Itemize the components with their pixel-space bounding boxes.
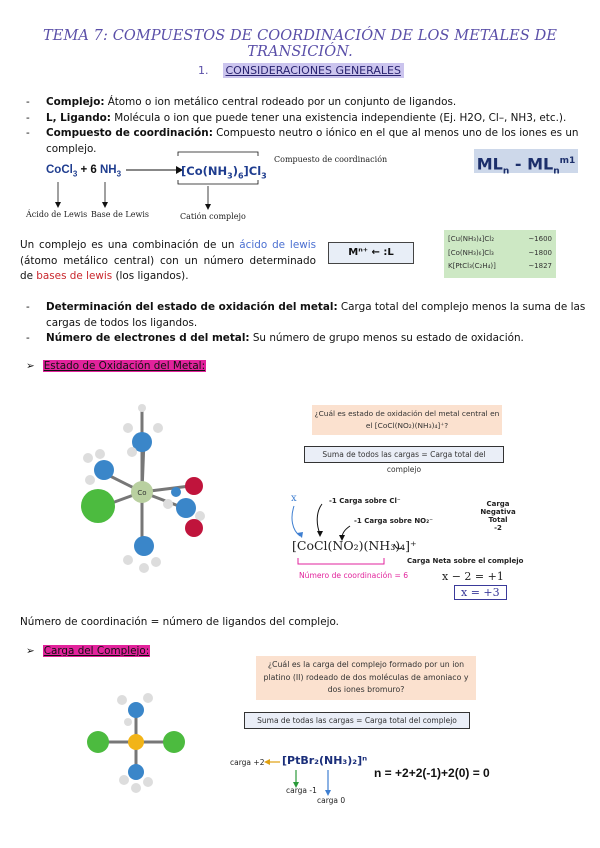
list-item: - L, Ligando: Molécula o ion que puede tener una existencia independiente (Ej. H2O, Cl–, NH3, etc.). — [26, 111, 567, 124]
table-row — [448, 247, 552, 261]
term-compuesto: Compuesto de coordinación: — [46, 127, 213, 139]
page-title: TEMA 7: COMPUESTOS DE COORDINACIÓN DE LOS METALES DE TRANSICIÓN. — [42, 28, 558, 60]
reactant-cocl3: CoCl — [46, 164, 73, 176]
list-item: - Compuesto de coordinación: Compuesto neutro o iónico en el que al menos uno de los iones es un complejo. — [26, 127, 579, 155]
charge-no2-label: -1 Carga sobre NO₂⁻ — [354, 517, 433, 525]
term-complejo: Complejo: — [46, 96, 105, 108]
charge-br-label: carga -1 — [286, 786, 317, 795]
formula-cell: K[PtCl₃(C₂H₄)] — [448, 262, 496, 270]
definitions-list — [26, 95, 596, 157]
value-cell: ~1600 — [528, 235, 552, 243]
arrow-bullet-icon: ➢ — [26, 645, 35, 657]
plus-sign: + 6 — [77, 164, 100, 176]
table-row — [448, 260, 552, 274]
para-text: (átomo metálico central) con un número determinado de — [20, 254, 316, 282]
formula-cell: [Co(NH₃)₆]Cl₃ — [448, 248, 494, 257]
label-acid: Ácido de Lewis — [26, 210, 88, 219]
sub: 3 — [261, 171, 267, 181]
neg-line-1: Carga Negativa — [480, 500, 516, 516]
ml-b: - ML — [509, 154, 554, 174]
equation-1: x − 2 = +1 — [442, 570, 504, 583]
list-item: - Determinación del estado de oxidación del metal: Carga total del complejo menos la suma de las cargas de todos los ligandos. — [26, 301, 586, 329]
octahedral-molecule-image — [60, 400, 240, 580]
neg-value: -2 — [494, 524, 502, 532]
def-text: Átomo o ion metálico central rodeado por un conjunto de ligandos. — [104, 96, 457, 108]
formula-cell: [Cu(NH₃)₄]Cl₂ — [448, 235, 494, 243]
arrow-bullet-icon: ➢ — [26, 360, 35, 372]
value-cell: ~1800 — [528, 248, 552, 257]
question-box-1: ¿Cuál es estado de oxidación del metal central en el [CoCl(NO₂)(NH₃)₄]⁺? — [312, 405, 502, 435]
product-text: [Co(NH — [181, 164, 228, 178]
heading-oxidation — [26, 360, 206, 372]
sup: m1 — [559, 156, 576, 166]
sub: n — [502, 166, 510, 177]
net-charge-label: Carga Neta sobre el complejo — [407, 557, 524, 565]
label-base: Base de Lewis — [91, 210, 149, 219]
term-ligando: L, Ligando: — [46, 111, 111, 124]
coordination-bond-box: Mⁿ⁺ ← :L — [328, 242, 414, 264]
term-oxidation: Determinación del estado de oxidación del metal: — [46, 301, 338, 313]
charge-pt-label: carga +2 — [230, 758, 265, 767]
lewis-base-text: bases de lewis — [36, 270, 113, 282]
def-text: Compuesto neutro o iónico en el que al menos uno de los iones es un complejo. — [46, 127, 579, 155]
term-d-electrons: Número de electrones d del metal: — [46, 332, 250, 344]
complex-formula: [CoCl(NO₂)(NH₃)₄]⁺ — [292, 538, 417, 553]
coordination-rule: Número de coordinación = número de ligandos del complejo. — [20, 616, 339, 628]
coord-number-label: Número de coordinación = 6 — [299, 571, 409, 580]
product-text: ]Cl — [243, 164, 262, 178]
heading-charge-label: Carga del Complejo: — [43, 645, 150, 657]
lewis-acid-text: ácido de lewis — [239, 239, 317, 251]
list-item: - Número de electrones d del metal: Su número de grupo menos su estado de oxidación. — [26, 332, 524, 344]
sub: 6 — [237, 171, 244, 181]
constants-table — [444, 230, 556, 278]
list-item: - Complejo: Átomo o ion metálico central rodeado por un conjunto de ligandos. — [26, 96, 457, 108]
sum-rule-box-2: Suma de todas las cargas = Carga total del complejo — [244, 712, 470, 729]
def-text: Su número de grupo menos su estado de oxidación. — [249, 332, 524, 344]
reactant-nh3: NH — [100, 164, 117, 176]
charge-nh3-label: carga 0 — [317, 796, 346, 805]
section-label: CONSIDERACIONES GENERALES — [223, 63, 404, 78]
label-cation: Catión complejo — [180, 212, 246, 221]
sub: 3 — [227, 171, 233, 181]
heading-charge — [26, 645, 150, 657]
value-cell: ~1827 — [528, 262, 552, 270]
square-planar-molecule-image — [80, 690, 200, 800]
charge-result: n = +2+2(-1)+2(0) = 0 — [374, 766, 490, 780]
para-text: Un complejo es una combinación de un — [20, 239, 240, 251]
sub: 3 — [116, 169, 122, 179]
question-box-2: ¿Cuál es la carga del complejo formado por un ion platino (II) rodeado de dos moléculas de amoniaco y dos iones bromuro? — [256, 656, 476, 700]
sum-rule-box: Suma de todos las cargas = Carga total del complejo — [304, 446, 504, 463]
ml-formula-box — [474, 149, 578, 177]
product-text: ) — [232, 164, 238, 178]
table-row — [448, 233, 552, 247]
neg-line-2: Total — [488, 516, 508, 524]
para-text: (los ligandos). — [112, 270, 189, 282]
metal-center-label: Co — [137, 489, 147, 497]
charge-cl-label: -1 Carga sobre Cl⁻ — [329, 497, 401, 505]
x-label: x — [291, 493, 297, 504]
section-number: 1. — [198, 64, 209, 77]
pt-complex-formula: [PtBr₂(NH₃)₂]ⁿ — [282, 754, 368, 767]
sub: n — [553, 166, 560, 177]
ml-a: ML — [476, 154, 503, 174]
def-text: Carga total del complejo menos la suma de las cargas de todos los ligandos. — [46, 301, 586, 329]
negative-charge-label — [468, 500, 528, 532]
equation-result: x = +3 — [454, 585, 507, 600]
complex-paragraph — [20, 238, 316, 285]
heading-oxidation-label: Estado de Oxidación del Metal: — [43, 360, 206, 372]
section-heading — [198, 64, 404, 77]
def-text: Molécula o ion que puede tener una existencia independiente (Ej. H2O, Cl–, NH3, etc.). — [110, 111, 567, 124]
definitions-list-2 — [26, 300, 596, 347]
label-compound: Compuesto de coordinación — [274, 155, 388, 164]
sub: 3 — [72, 169, 78, 179]
